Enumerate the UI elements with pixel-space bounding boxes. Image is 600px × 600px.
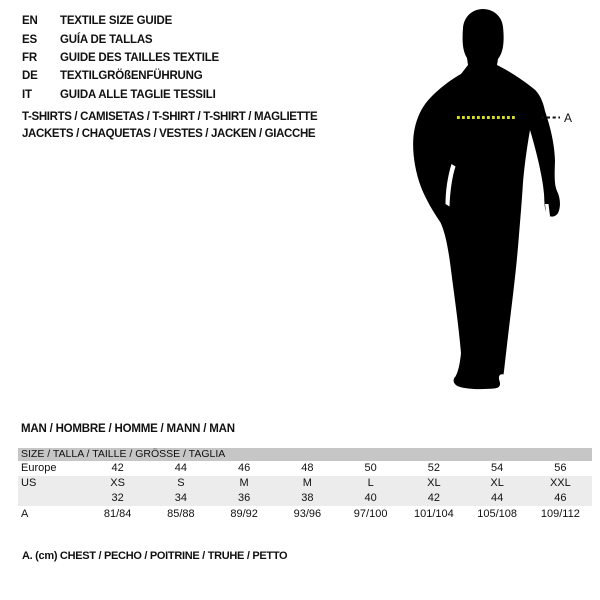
table-cell: 97/100 <box>353 508 388 520</box>
language-row-de <box>22 67 219 85</box>
table-cell: 38 <box>301 492 314 504</box>
table-cell: 81/84 <box>103 508 132 520</box>
table-cell: 109/112 <box>540 508 580 520</box>
row-label: US <box>21 477 37 489</box>
row-label <box>18 491 86 506</box>
language-text: TEXTILGRÖßENFÜHRUNG <box>60 70 203 83</box>
table-cell: M <box>239 477 249 489</box>
table-cell: 93/96 <box>293 508 322 520</box>
language-code: ES <box>22 33 37 46</box>
language-text: GUIDA ALLE TAGLIE TESSILI <box>60 88 216 101</box>
table-cell: 44 <box>174 462 187 474</box>
language-row-it <box>22 86 219 104</box>
table-cell: 105/108 <box>477 508 517 520</box>
table-cell: 89/92 <box>230 508 258 520</box>
measurement-footnote: A. (cm) CHEST / PECHO / POITRINE / TRUHE / PETTO <box>22 550 288 562</box>
table-cell: XL <box>490 477 504 489</box>
language-code: FR <box>22 51 37 64</box>
language-code: IT <box>22 88 32 101</box>
man-silhouette-figure <box>400 0 600 400</box>
table-cell: 36 <box>238 492 251 504</box>
table-cell: 50 <box>364 462 377 474</box>
language-row-en <box>22 12 219 30</box>
category-line-jackets: JACKETS / CHAQUETAS / VESTES / JACKEN / GIACCHE <box>22 127 316 140</box>
language-code: EN <box>22 15 38 28</box>
man-silhouette <box>413 9 560 389</box>
table-row-us <box>18 476 592 491</box>
table-cell: 85/88 <box>167 508 195 520</box>
table-cell: 54 <box>491 462 504 474</box>
table-cell: 52 <box>427 462 440 474</box>
table-cell: 46 <box>238 462 251 474</box>
language-list <box>22 12 219 104</box>
table-row-chest-cm <box>18 506 592 522</box>
table-row-us-numeric <box>18 491 592 506</box>
language-row-es <box>22 30 219 48</box>
category-lines <box>22 109 317 142</box>
category-line-tshirts: T-SHIRTS / CAMISETAS / T-SHIRT / T-SHIRT / MAGLIETTE <box>22 111 318 123</box>
table-row-europe <box>18 461 592 476</box>
language-text: GUÍA DE TALLAS <box>60 33 153 46</box>
table-cell: 42 <box>427 492 440 504</box>
language-text: TEXTILE SIZE GUIDE <box>60 15 173 28</box>
table-cell: XL <box>427 477 441 489</box>
row-label: A <box>21 508 29 520</box>
language-text: GUIDE DES TAILLES TEXTILE <box>60 51 219 64</box>
table-cell: 40 <box>364 492 377 504</box>
table-cell: M <box>302 477 312 489</box>
man-silhouette-svg <box>400 0 600 400</box>
table-cell: 42 <box>111 462 124 474</box>
language-code: DE <box>22 70 38 83</box>
table-cell: XXL <box>549 477 571 489</box>
table-cell: XS <box>110 477 125 489</box>
table-cell: 56 <box>554 462 567 474</box>
table-cell: 46 <box>554 492 567 504</box>
language-row-fr <box>22 49 219 67</box>
row-label: Europe <box>21 462 57 474</box>
table-cell: 101/104 <box>413 508 454 520</box>
table-cell: 32 <box>111 492 124 504</box>
table-cell: 34 <box>174 492 187 504</box>
size-table-header: SIZE / TALLA / TAILLE / GRÖSSE / TAGLIA <box>18 448 592 461</box>
table-cell: 44 <box>491 492 504 504</box>
size-table <box>18 448 592 522</box>
table-cell: 48 <box>301 462 314 474</box>
measure-label-a: A <box>564 111 573 125</box>
table-cell: S <box>177 477 185 489</box>
section-title: MAN / HOMBRE / HOMME / MANN / MAN <box>21 423 235 435</box>
table-cell: L <box>367 477 374 489</box>
